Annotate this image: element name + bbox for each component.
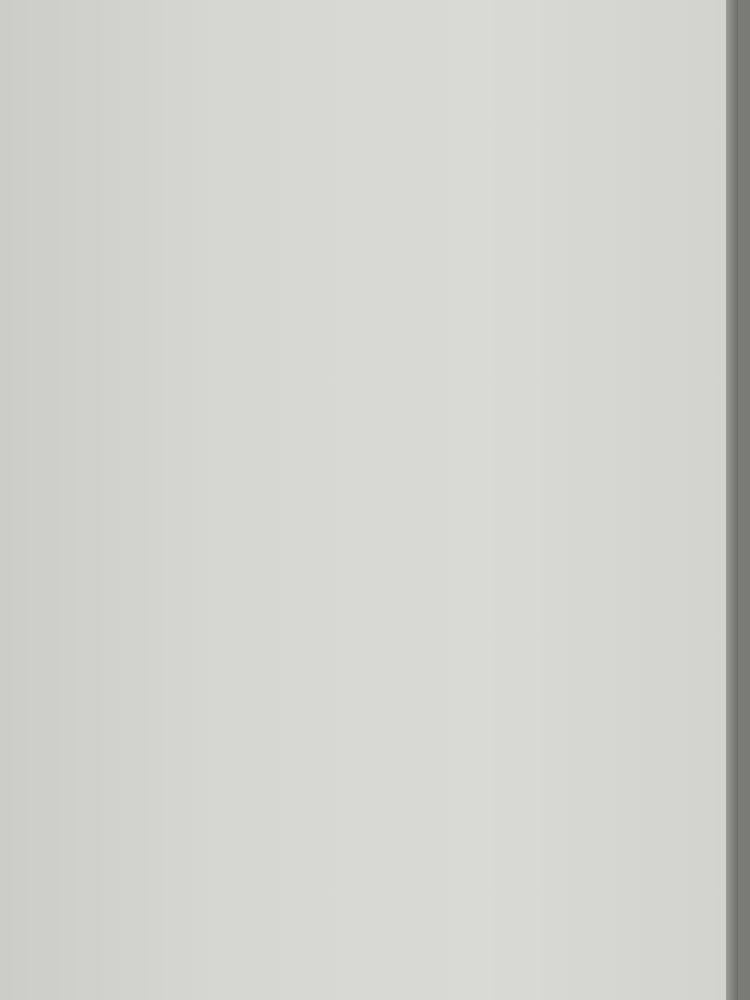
page-edge [726,0,738,1000]
page-header [0,0,738,40]
page-body [100,36,720,54]
